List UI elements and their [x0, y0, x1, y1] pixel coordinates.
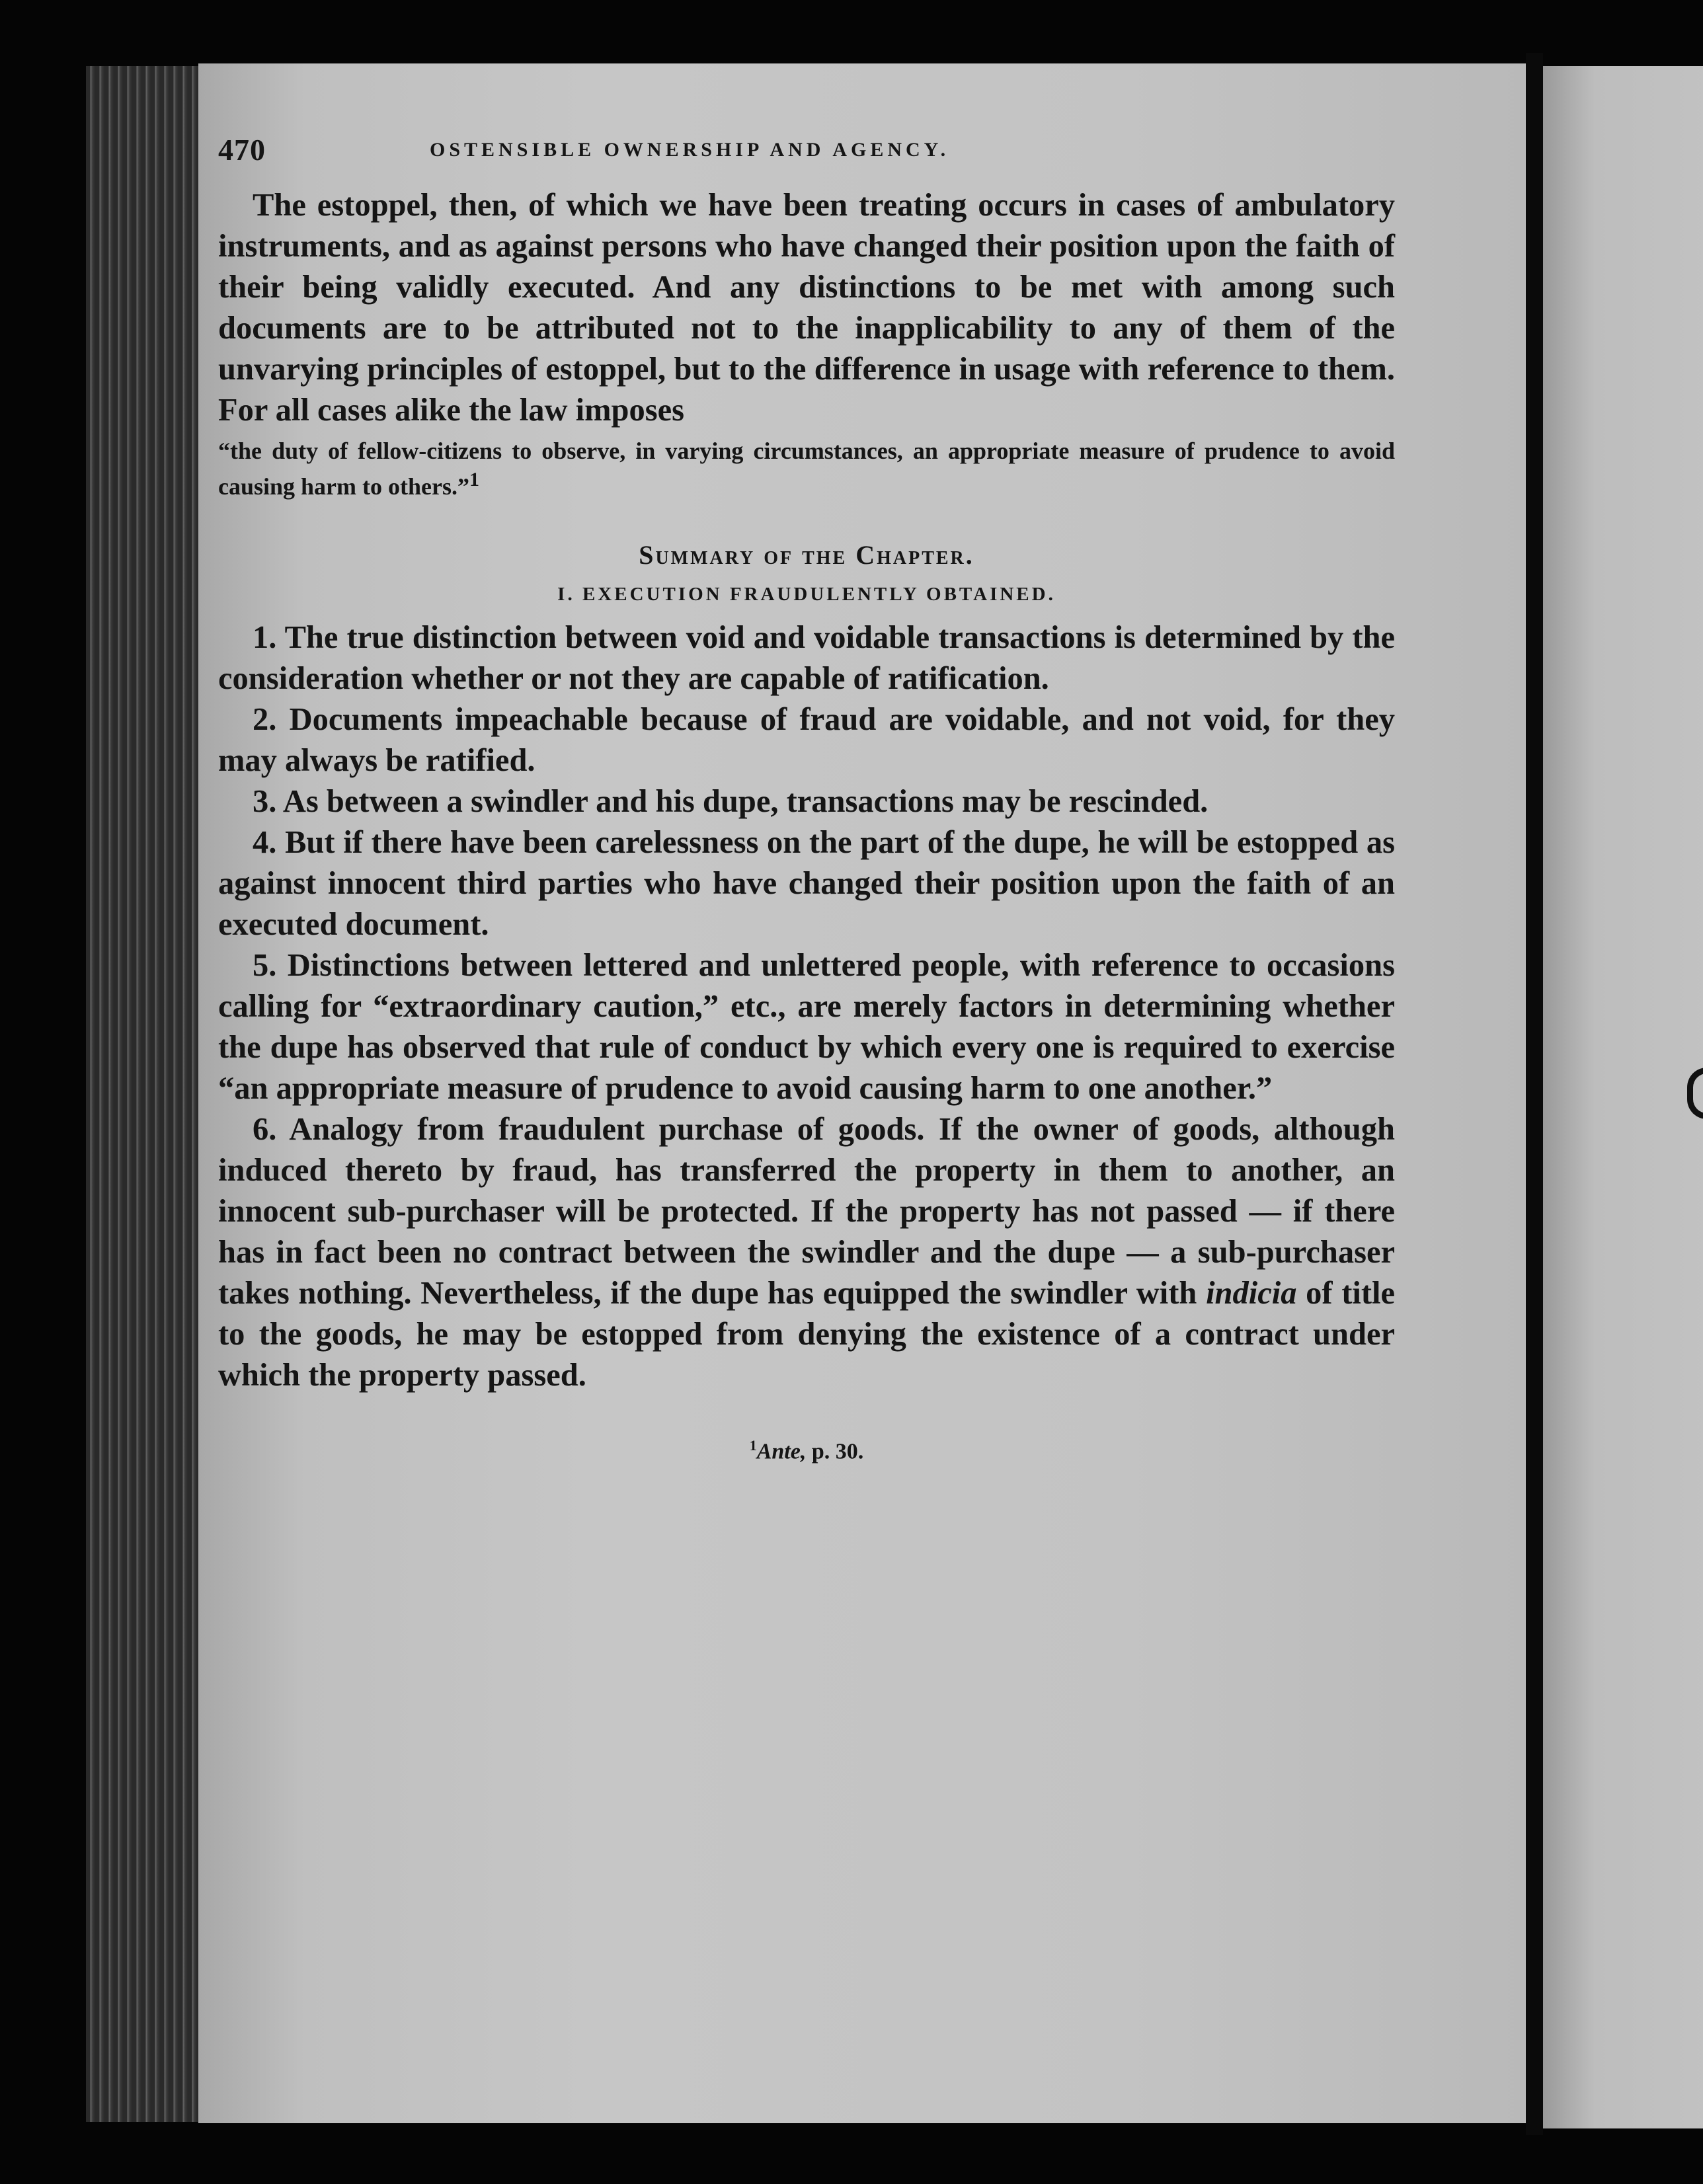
footnote-ref-rest: p. 30.: [806, 1439, 864, 1464]
item-text: Documents impeachable because of fraud are voidable, and not void, for they may always be ratified.: [218, 702, 1395, 778]
item-text: As between a swindler and his dupe, transactions may be rescinded.: [282, 784, 1208, 819]
page-edges: [86, 66, 205, 2122]
facing-page-edge: [1543, 66, 1703, 2128]
summary-heading: Summary of the Chapter.: [639, 540, 974, 570]
opening-paragraph: The estoppel, then, of which we have been treating occurs in cases of ambulatory instruments, and as against persons who have changed their position upon the faith of their being validly executed. And any distinctions to be met with among such documents are to be attributed not to the inapplicability to any of them of the unvarying principles of estoppel, but to the difference in usage with reference to them. For all cases alike the law imposes: [218, 188, 1395, 428]
item-text: But if there have been carelessness on the part of the dupe, he will be estopped as against innocent third parties who have changed their position upon the faith of an executed document.: [218, 825, 1396, 942]
footnote-marker: 1: [749, 1437, 757, 1454]
list-item: [218, 945, 1395, 1109]
item-italic-term: indicia: [1206, 1276, 1297, 1311]
item-number: 1.: [253, 620, 277, 655]
item-number: 4.: [253, 825, 277, 860]
item-text-before-italic: Analogy from fraudulent purchase of goods. If the owner of goods, although induced thereto by fraud, has transferred the property in them to another, an innocent sub-purchaser will be protected. If the property has not passed — if there has in fact been no contract between the swindler and the dupe — a sub-purchaser takes nothing. Nevertheless, if the dupe has equipped the swindler with: [218, 1112, 1395, 1311]
section-heading: I. EXECUTION FRAUDULENTLY OBTAINED.: [557, 584, 1056, 605]
list-item: [218, 822, 1395, 945]
item-number: 6.: [253, 1112, 277, 1147]
list-item: [218, 1109, 1395, 1396]
footnote: [218, 1437, 1395, 1464]
list-item: [218, 781, 1395, 822]
block-quote: [218, 436, 1395, 501]
item-number: 5.: [253, 948, 277, 983]
item-text-after-italic: of title to the goods, he may be estopped from denying the existence of a contract under which the property passed.: [218, 1276, 1395, 1393]
book-gutter: [1526, 53, 1543, 2135]
quote-text: “the duty of fellow-citizens to observe, in varying circumstances, an appropriate measure of prudence to avoid causing harm to others.”: [218, 438, 1395, 500]
list-item: [218, 617, 1395, 699]
item-number: 2.: [253, 702, 277, 737]
running-head: [218, 132, 1395, 185]
quote-footnote-ref: 1: [469, 469, 479, 490]
item-text: Distinctions between lettered and unlettered people, with reference to occasions calling for “extraordinary caution,” etc., are merely factors in determining whether the dupe has observed that rule of conduct by which every one is required to exercise “an appropriate measure of prudence to avoid causing harm to one another.”: [218, 948, 1396, 1106]
list-item: [218, 699, 1395, 781]
page-text: [218, 132, 1395, 1464]
item-number: 3.: [253, 784, 277, 819]
page-number: 470: [218, 133, 266, 167]
running-head-title: OSTENSIBLE OWNERSHIP AND AGENCY.: [430, 139, 950, 161]
footnote-ref-italic: Ante,: [756, 1439, 807, 1464]
item-text: The true distinction between void and voidable transactions is determined by the consideration whether or not they are capable of ratification.: [218, 620, 1396, 696]
